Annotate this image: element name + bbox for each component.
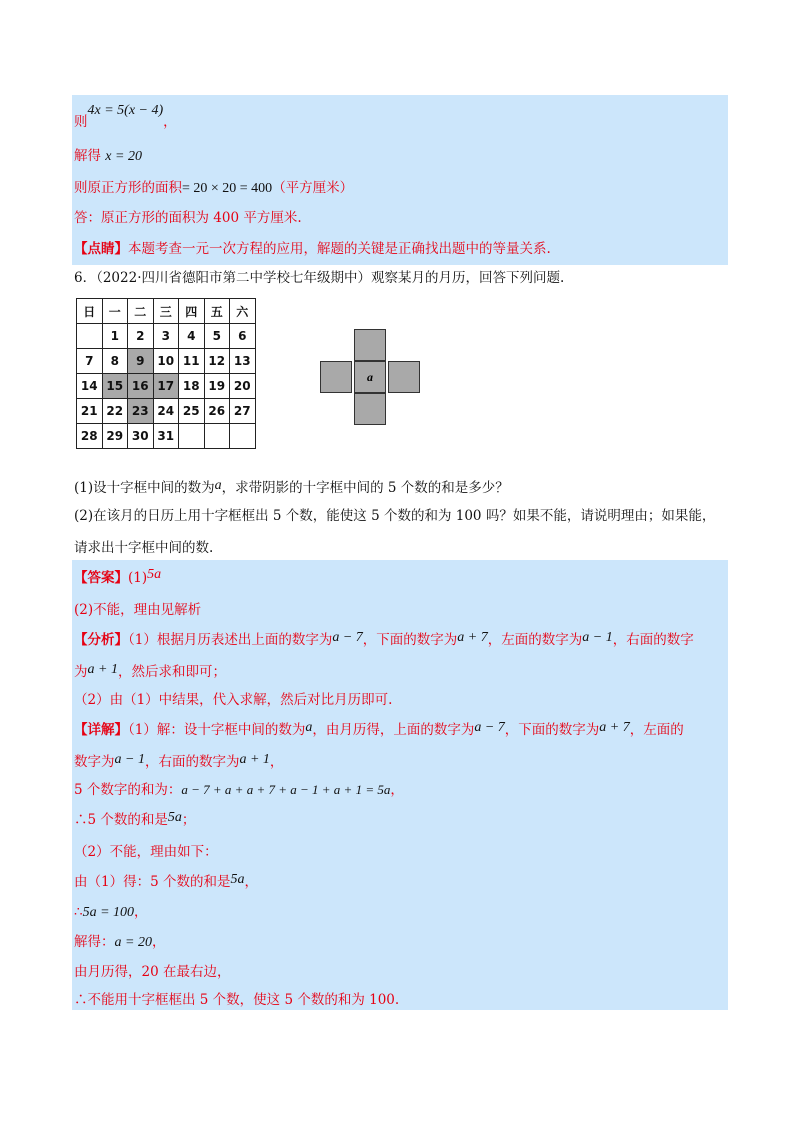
analysis-line-1	[74, 630, 694, 651]
equation: a	[305, 720, 313, 735]
cross-cell-bottom	[354, 393, 386, 425]
weekday-cell: 六	[230, 299, 256, 324]
equation: a − 1	[582, 630, 613, 645]
text: ，	[390, 782, 404, 798]
equation: = 20 × 20 = 400	[182, 181, 273, 196]
equation: 5a = 100	[82, 905, 135, 920]
equation: a + 7	[599, 720, 630, 735]
answer-statement: 答：原正方形的面积为 400 平方厘米.	[74, 210, 302, 226]
question-2-line2: 请求出十字框中间的数.	[74, 540, 214, 556]
text-prefix: 则	[74, 114, 88, 130]
detail-line-9: 由月历得，20 在最右边，	[74, 964, 231, 980]
text: ，然后求和即可；	[117, 664, 226, 680]
day-cell: 12	[204, 349, 230, 374]
equation: 5a	[147, 567, 162, 582]
calendar-week-row	[77, 424, 256, 449]
analysis-line-2	[74, 662, 226, 683]
cross-cell-center: a	[354, 361, 386, 393]
cross-frame-diagram	[320, 327, 420, 427]
day-cell-shaded: 23	[128, 399, 154, 424]
weekday-cell: 四	[179, 299, 205, 324]
detail-line-4	[74, 810, 195, 831]
day-cell: 19	[204, 374, 230, 399]
calendar-week-row	[77, 374, 256, 399]
text: ，下面的数字为	[504, 722, 600, 738]
day-cell: 14	[77, 374, 103, 399]
day-cell: 2	[128, 324, 154, 349]
day-cell	[179, 424, 205, 449]
detail-line-10: ∴不能用十字框框出 5 个数，使这 5 个数的和为 100.	[74, 992, 400, 1008]
text: ，	[244, 874, 258, 890]
day-cell: 5	[204, 324, 230, 349]
day-cell-shaded: 16	[128, 374, 154, 399]
key-point-tag: 【点睛】	[74, 241, 128, 257]
weekday-cell: 五	[204, 299, 230, 324]
detail-line-5: （2）不能，理由如下：	[74, 844, 218, 860]
calendar-figure	[74, 295, 422, 465]
day-cell: 10	[153, 349, 179, 374]
day-cell: 6	[230, 324, 256, 349]
text: ，左面的数字为	[487, 632, 583, 648]
text: (1)设十字框中间的数为	[74, 480, 215, 496]
day-cell-shaded: 17	[153, 374, 179, 399]
equation: 5a	[230, 872, 245, 887]
day-cell: 20	[230, 374, 256, 399]
solve-line	[74, 146, 142, 167]
weekday-cell: 一	[102, 299, 128, 324]
detail-line-2	[74, 752, 283, 773]
text-prefix: 解得	[74, 148, 101, 164]
text: 由（1）得：5 个数的和是	[74, 874, 231, 890]
text: 为	[74, 664, 88, 680]
detail-line-1	[74, 720, 684, 741]
day-cell: 4	[179, 324, 205, 349]
equation: a − 1	[114, 752, 145, 767]
area-line	[74, 178, 353, 199]
detail-tag: 【详解】	[74, 722, 128, 738]
text-suffix: ，	[163, 114, 177, 130]
equation: 4x = 5(x − 4)	[87, 103, 164, 118]
day-cell: 25	[179, 399, 205, 424]
day-cell: 13	[230, 349, 256, 374]
question-2-line1: (2)在该月的日历上用十字框框出 5 个数，能使这 5 个数的和为 100 吗？如果不能，请说明理由；如果能，	[74, 508, 716, 524]
day-cell: 31	[153, 424, 179, 449]
question-1	[74, 478, 509, 499]
day-cell: 18	[179, 374, 205, 399]
day-cell: 11	[179, 349, 205, 374]
text: （1）解：设十字框中间的数为	[128, 722, 306, 738]
text: ，	[134, 904, 148, 920]
calendar-week-row	[77, 349, 256, 374]
weekday-cell: 三	[153, 299, 179, 324]
equation: a − 7	[332, 630, 363, 645]
text: 解得：	[74, 934, 115, 950]
equation: a = 20	[114, 935, 152, 950]
text: 数字为	[74, 754, 115, 770]
cross-cell-top	[354, 329, 386, 361]
day-cell: 27	[230, 399, 256, 424]
text: ；	[181, 812, 196, 828]
day-cell: 1	[102, 324, 128, 349]
day-cell: 3	[153, 324, 179, 349]
day-cell-shaded: 9	[128, 349, 154, 374]
day-cell: 7	[77, 349, 103, 374]
text-prefix: 则原正方形的面积	[74, 180, 182, 196]
equation: x = 20	[105, 149, 142, 164]
text-suffix: （平方厘米）	[272, 180, 354, 196]
detail-line-3	[74, 780, 404, 800]
text: ，下面的数字为	[362, 632, 458, 648]
day-cell	[77, 324, 103, 349]
detail-line-7	[74, 902, 148, 923]
text: ∴5 个数的和是	[74, 812, 168, 828]
day-cell: 29	[102, 424, 128, 449]
equation-line	[74, 103, 177, 130]
answer-tag: 【答案】	[74, 570, 128, 586]
equation: a − 7 + a + a + 7 + a − 1 + a + 1 = 5a	[181, 782, 391, 797]
text: ，左面的	[629, 722, 684, 738]
variable: a	[214, 478, 222, 493]
day-cell: 28	[77, 424, 103, 449]
cross-cell-right	[388, 361, 420, 393]
text: 5 个数字的和为：	[74, 782, 182, 798]
detail-line-8	[74, 932, 165, 953]
weekday-cell: 二	[128, 299, 154, 324]
text: ，	[151, 934, 166, 950]
text: (1)	[128, 570, 148, 586]
text: ，由月历得，上面的数字为	[312, 722, 475, 738]
text: ，	[269, 754, 284, 770]
answer-line-2: (2)不能，理由见解析	[74, 602, 202, 618]
equation: 5a	[167, 810, 182, 825]
weekday-cell: 日	[77, 299, 103, 324]
day-cell	[204, 424, 230, 449]
answer-line-1	[74, 568, 161, 589]
calendar-week-row	[77, 399, 256, 424]
day-cell	[230, 424, 256, 449]
day-cell: 8	[102, 349, 128, 374]
analysis-tag: 【分析】	[74, 632, 128, 648]
cross-cell-left	[320, 361, 352, 393]
day-cell: 21	[77, 399, 103, 424]
day-cell: 22	[102, 399, 128, 424]
text: ，右面的数字为	[144, 754, 240, 770]
text: （1）根据月历表述出上面的数字为	[128, 632, 333, 648]
analysis-line-3: （2）由（1）中结果，代入求解，然后对比月历即可.	[74, 692, 393, 708]
key-point-line	[74, 239, 551, 259]
problem-header: 6．（2022·四川省德阳市第二中学校七年级期中）观察某月的月历，回答下列问题.	[74, 270, 565, 286]
key-point-text: 本题考查一元一次方程的应用，解题的关键是正确找出题中的等量关系.	[128, 241, 551, 257]
day-cell: 24	[153, 399, 179, 424]
equation: a + 1	[87, 662, 118, 677]
day-cell: 30	[128, 424, 154, 449]
detail-line-6	[74, 872, 258, 893]
day-cell: 26	[204, 399, 230, 424]
equation: a − 7	[474, 720, 505, 735]
equation: a + 7	[457, 630, 488, 645]
calendar-week-row	[77, 324, 256, 349]
text: ∴	[74, 904, 83, 920]
calendar-weekday-row	[77, 299, 256, 324]
day-cell-shaded: 15	[102, 374, 128, 399]
text: ，求带阴影的十字框中间的 5 个数的和是多少？	[221, 480, 509, 496]
equation: a + 1	[239, 752, 270, 767]
text: ，右面的数字	[612, 632, 694, 648]
calendar-table	[76, 298, 256, 449]
